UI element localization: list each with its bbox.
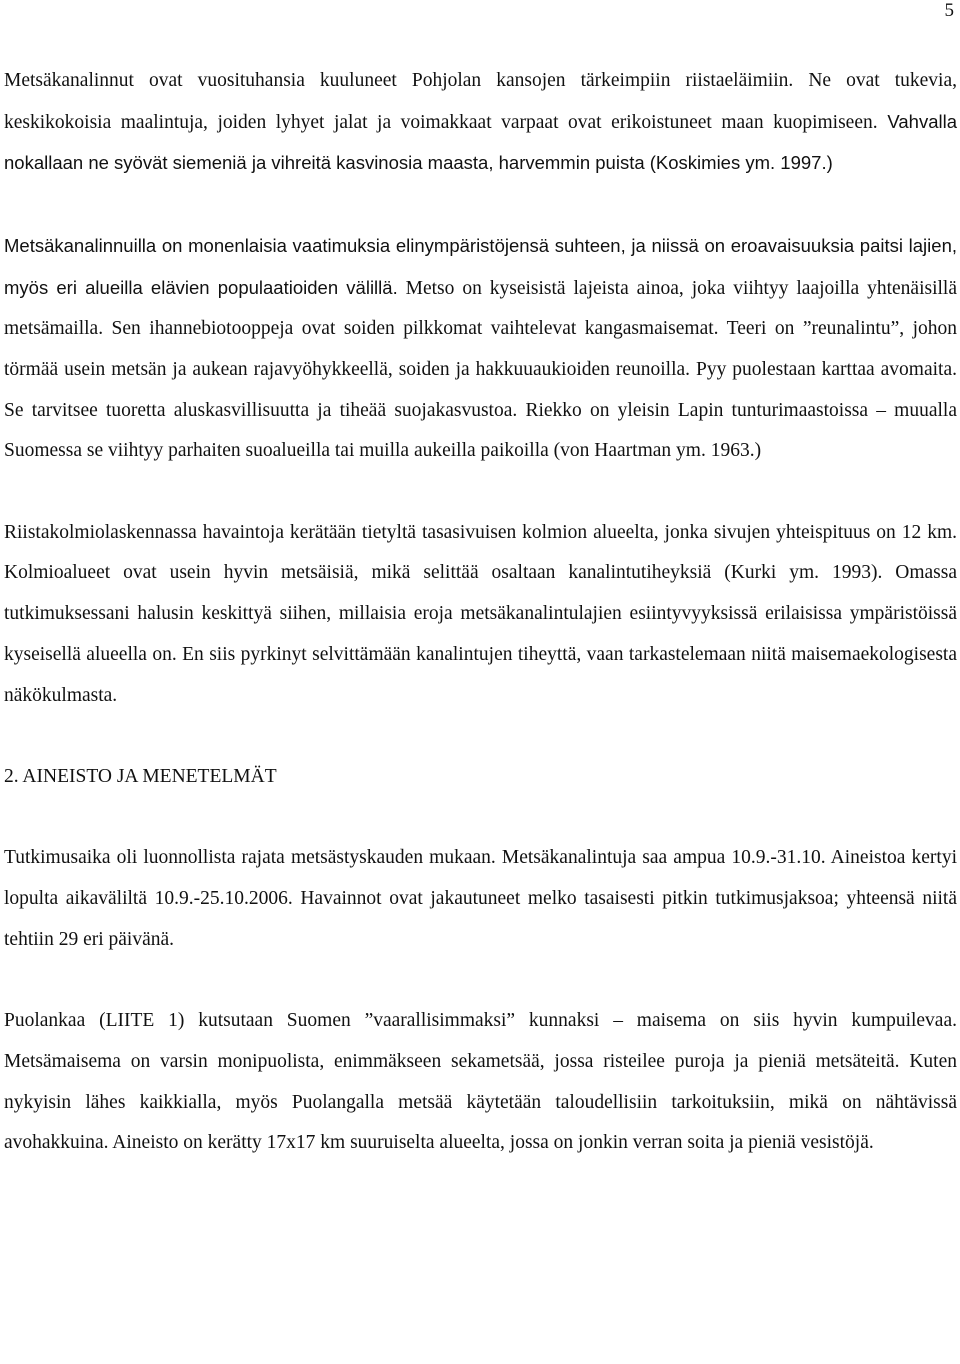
paragraph-gap — [4, 960, 957, 1001]
page-number: 5 — [944, 0, 954, 21]
section-heading: 2. AINEISTO JA MENETELMÄT — [4, 765, 277, 787]
paragraph-habitat-text-continued: Metso on kyseisistä lajeista ainoa, joka viihtyy laajoilla yhtenäisillä metsämailla. Sen ihannebiotooppeja ovat soiden pilkkomat vaihtelevat kangasmaisemat. Teeri on ”reunalintu”, johon törmää usein metsän ja aukean rajavyöhykkeellä, soiden ja hakkuuaukioiden reunoilla. Pyy puolestaan karttaa avomaita. Se tarvitsee tuoretta aluskasvillisuutta ja tiheää suojakasvustoa. Riekko on yleisin Lapin tunturimaastoissa – muualla Suomessa se viihtyy parhaiten suoalueilla tai muilla aukeilla paikoilla (von Haartman ym. 1963.) — [4, 277, 957, 462]
document-body — [4, 61, 957, 1164]
paragraph-gap — [4, 798, 957, 839]
paragraph-study-area: Puolankaa (LIITE 1) kutsutaan Suomen ”vaarallisimmaksi” kunnaksi – maisema on siis hyvin kumpuilevaa. Metsämaisema on varsin monipuolista, enimmäkseen sekametsää, jossa risteilee puroja ja pieniä metsäteitä. Kuten nykyisin lähes kaikkialla, myös Puolangalla metsää käytetään taloudellisiin tarkoituksiin, mikä on nähtävissä avohakkuina. Aineisto on kerätty 17x17 km suuruiselta alueelta, jossa on jonkin verran soita ja pieniä vesistöjä. — [4, 1010, 957, 1154]
paragraph-intro — [4, 61, 957, 185]
paragraph-intro-text: Metsäkanalinnut ovat vuosituhansia kuuluneet Pohjolan kansojen tärkeimpiin riistaeläimiin. Ne ovat tukevia, keskikokoisia maalintuja, joiden lyhyet jalat ja voimakkaat varpaat ovat erikoistuneet maan kuopimiseen. — [4, 70, 957, 133]
paragraph-gap — [4, 472, 957, 513]
paragraph-study-period: Tutkimusaika oli luonnollista rajata metsästyskauden mukaan. Metsäkanalintuja saa ampua 10.9.-31.10. Aineistoa kertyi lopulta aikaväliltä 10.9.-25.10.2006. Havainnot ovat jakautuneet melko tasaisesti pitkin tutkimusjaksoa; yhteensä niitä tehtiin 29 eri päivänä. — [4, 847, 957, 950]
paragraph-survey: Riistakolmiolaskennassa havaintoja kerätään tietyltä tasasivuisen kolmion alueelta, jonka sivujen yhteispituus on 12 km. Kolmioalueet ovat usein hyvin metsäisiä, mikä selittää osaltaan kanalintutiheyksiä (Kurki ym. 1993). Omassa tutkimuksessani halusin keskittyä siihen, millaisia eroja metsäkanalintulajien esiintyvyyksissä erilaisissa ympäristöissä kyseisellä alueella on. En siis pyrkinyt selvittämään kanalintujen tiheyttä, vaan tarkastelemaan niitä maisemaekologisesta näkökulmasta. — [4, 521, 957, 706]
paragraph-intro-text-continued: Vahvalla nokallaan ne syövät siemeniä ja vihreitä kasvinosia maasta, harvemmin puista (Koskimies ym. 1997.) — [4, 110, 957, 174]
paragraph-gap — [4, 716, 957, 757]
paragraph-habitat — [4, 226, 957, 472]
paragraph-habitat-text: Metsäkanalinnuilla on monenlaisia vaatimuksia elinympäristöjensä suhteen, ja niissä on eroavaisuuksia paitsi lajien, myös eri alueilla elävien populaatioiden välillä. — [4, 234, 957, 298]
paragraph-gap — [4, 185, 957, 226]
